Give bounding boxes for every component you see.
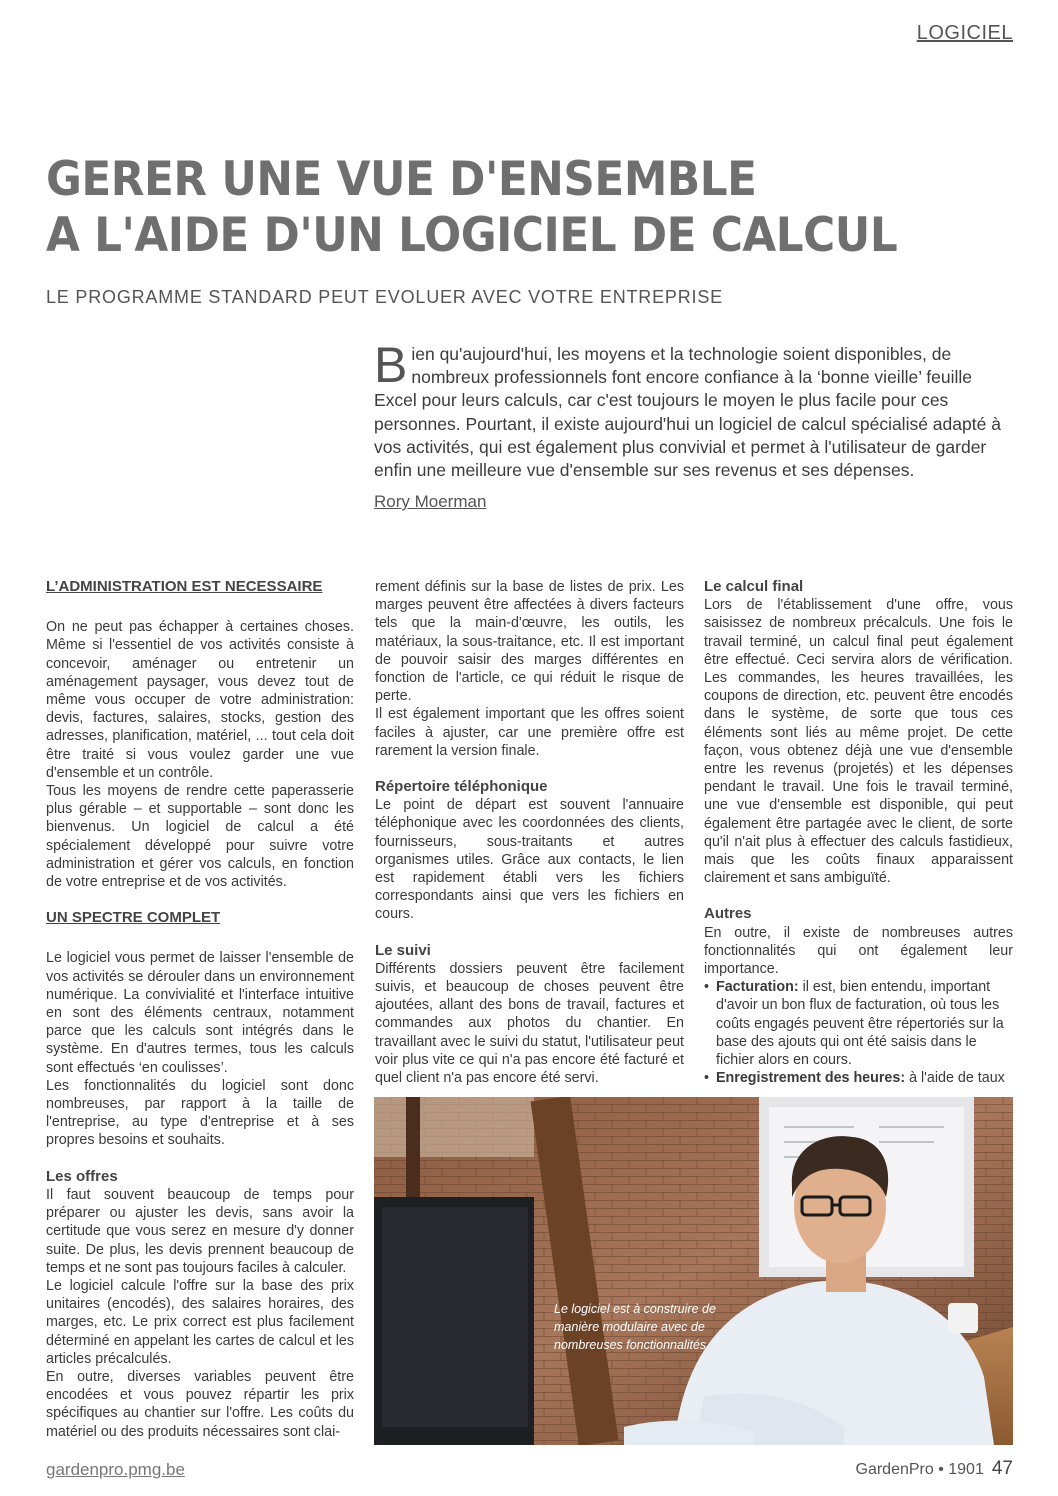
bullet-text: il est, bien entendu, important d'avoir un bon flux de facturation, où tous les coûts engagés peuvent être répertoriés sur la base des ajouts qui ont été saisis dans le fichier alors en cours. <box>716 979 1004 1069</box>
article-photo <box>374 1097 1013 1445</box>
heading-suivi: Le suivi <box>375 941 431 959</box>
heading-administration: L’ADMINISTRATION EST NECESSAIRE <box>46 578 323 595</box>
author-byline: Rory Moerman <box>374 492 487 511</box>
section-tag: LOGICIEL <box>916 22 1013 44</box>
list-item <box>704 1069 1013 1087</box>
feature-list <box>704 978 1013 1087</box>
paragraph: Lors de l'établissement d'une offre, vous saisissez de nombreux précalculs. Une fois le travail terminé, un calcul final peut également être effectué. Ceci servira alors de vérification. Les commandes, les heures travaillées, les coupons de direction, etc. peuvent être encodés dans le système, de sorte que tous ces éléments sont liés au même projet. De cette façon, vous obtenez déjà une vue d'ensemble entre les revenus (projetés) et les dépenses pendant le travail. Une fois le travail terminé, une vue d'ensemble est disponible, qui peut également être partagée avec le client, de sorte qu'il n'ait plus à effectuer des calculs fastidieux, mais que les coûts finaux apparaissent clairement et sans ambiguïté. <box>704 597 1013 887</box>
photo-caption: Le logiciel est à construire de manière modulaire avec de nombreuses fonctionnalités <box>554 1302 716 1352</box>
article-subtitle: LE PROGRAMME STANDARD PEUT EVOLUER AVEC VOTRE ENTREPRISE <box>46 287 723 307</box>
paragraph: Les fonctionnalités du logiciel sont donc nombreuses, par rapport à la taille de l'entreprise, au type d'entreprise et à ses propres besoins et souhaits. <box>46 1077 354 1149</box>
intro-paragraph <box>374 337 1014 482</box>
paragraph: Le logiciel vous permet de laisser l'ensemble de vos activités se dérouler dans un environnement numérique. La convivialité et l'interface intuitive en sont des éléments centraux, notamment parce que les calculs sont intégrés dans le système. En d'autres termes, tous les calculs sont effectués ‘en coulisses’. <box>46 950 354 1076</box>
heading-offres: Les offres <box>46 1167 118 1185</box>
paragraph: Le logiciel calcule l'offre sur la base des prix unitaires (encodés), des salaires horaires, des marges, etc. Le prix correct est plus facilement déterminé en appelant les cartes de calcul et les articles précalculés. <box>46 1277 354 1367</box>
office-photo-illustration <box>374 1097 1013 1445</box>
title-line-2: A L'AIDE D'UN LOGICIEL DE CALCUL <box>46 208 898 263</box>
bullet-text: à l'aide de taux <box>905 1070 1005 1087</box>
paragraph: En outre, il existe de nombreuses autres fonctionnalités qui ont également leur importance. <box>704 924 1013 978</box>
bullet-label: Enregistrement des heures: <box>716 1070 906 1087</box>
heading-repertoire: Répertoire téléphonique <box>375 778 548 796</box>
paragraph: rement définis sur la base de listes de prix. Les marges peuvent être affectées à divers facteurs tels que la main-d'œuvre, les outils, les matériaux, la sous-traitance, etc. Il est important de pouvoir saisir des marges différentes en fonction de l'article, ce qui réduit le risque de perte. <box>375 579 684 705</box>
paragraph: Il est également important que les offres soient faciles à ajuster, car une première offre est rarement la version finale. <box>375 706 684 759</box>
list-item <box>704 978 1013 1069</box>
heading-spectre: UN SPECTRE COMPLET <box>46 909 221 927</box>
issue-label: GardenPro • 1901 <box>855 1461 984 1478</box>
heading-calcul-final: Le calcul final <box>704 578 804 595</box>
paragraph: On ne peut pas échapper à certaines choses. Même si l'essentiel de vos activités consiste à concevoir, aménager ou entretenir un aménagement paysager, vous devez tout de même vous occuper de votre administration: devis, factures, salaires, stocks, gestion des adresses, planification, matériel, ... tout cela doit être traité si vous voulez garder une vue d'ensemble et un contrôle. <box>46 619 354 781</box>
title-line-1: GERER UNE VUE D'ENSEMBLE <box>46 152 757 207</box>
page-number: 47 <box>991 1458 1013 1479</box>
footer-issue-info <box>856 1458 1014 1480</box>
drop-cap: B <box>374 337 408 393</box>
heading-autres: Autres <box>704 905 752 923</box>
bullet-label: Facturation: <box>716 979 799 996</box>
column-1 <box>46 578 354 1441</box>
paragraph: Différents dossiers peuvent être facilement suivis, et beaucoup de choses peuvent être ajoutées, allant des bons de travail, factures et commandes aux photos du chantier. En travaillant avec le suivi du statut, l'utilisateur peut voir plus vite ce qui n'a pas encore été facturé et quel client n'a pas encore été servi. <box>375 960 684 1087</box>
paragraph: En outre, diverses variables peuvent être encodées et vous pouvez répartir les prix spécifiques au chantier sur l'offre. Les coûts du matériel ou des produits nécessaires sont clai- <box>46 1368 354 1440</box>
column-3 <box>704 578 1013 1087</box>
paragraph: Tous les moyens de rendre cette paperasserie plus gérable – et supportable – sont donc les bienvenus. Un logiciel de calcul a été spécialement développé pour suivre votre administration et gérer vos calculs, en fonction de votre entreprise et de vos activités. <box>46 783 354 891</box>
intro-text: ien qu'aujourd'hui, les moyens et la technologie soient disponibles, de nombreux professionnels font encore confiance à la ‘bonne vieille’ feuille Excel pour leurs calculs, car c'est toujours le moyen le plus facile pour ces personnes. Pourtant, il existe aujourd'hui un logiciel de calcul spécialisé adapté à vos activités, qui est également plus convivial et permet à l'utilisateur de garder enfin une meilleure vue d'ensemble sur ses revenus et ses dépenses. <box>374 344 1001 481</box>
paragraph: Le point de départ est souvent l'annuaire téléphonique avec les coordonnées des clients, fournisseurs, sous-traitants et autres organismes utiles. Grâce aux contacts, le lien est rapidement établi vers les fichiers correspondants ainsi que vers les fichiers en cours. <box>375 797 684 923</box>
footer-website[interactable]: gardenpro.pmg.be <box>46 1460 185 1479</box>
column-2 <box>375 578 684 1087</box>
paragraph: Il faut souvent beaucoup de temps pour préparer ou ajuster les devis, sans avoir la certitude que vous serez en mesure d'y donner suite. De plus, les devis prennent beaucoup de temps et ne sont pas toujours faciles à calculer. <box>46 1186 354 1276</box>
article-title <box>46 152 939 264</box>
